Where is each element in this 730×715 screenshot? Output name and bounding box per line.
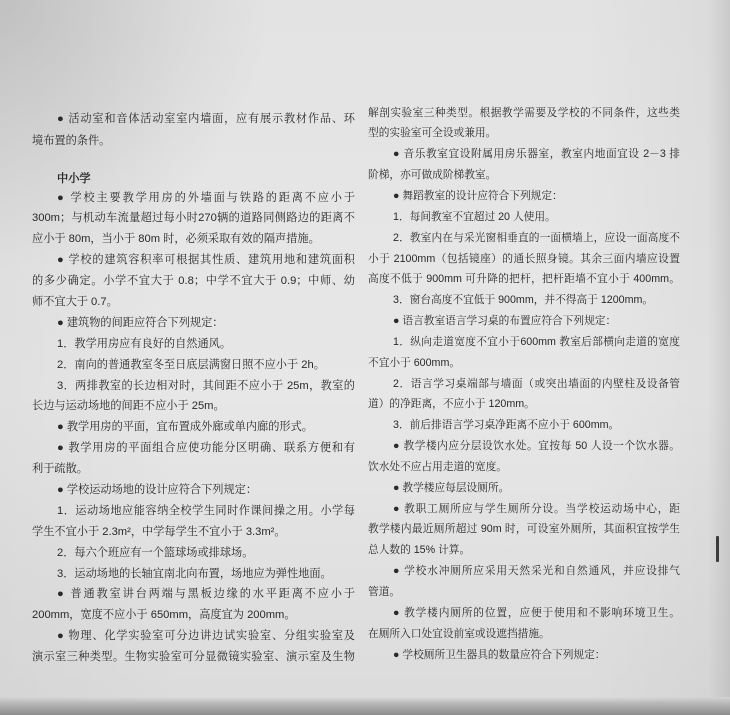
text-line: ● 教学用房的平面组合应使功能分区明确、联系方便和有 [57, 442, 355, 455]
text-line: ● 学校厕所卫生器具的数量应符合下列规定： [393, 648, 606, 661]
list-item: 1．每间教室不宜超过 20 人使用。 [393, 210, 556, 223]
paragraph [32, 438, 355, 480]
paragraph [368, 311, 680, 436]
list-item: 2．教室内在与采光窗相垂直的一面横墙上，应设一面高度不 [393, 231, 680, 244]
paragraph [368, 186, 680, 311]
paragraph [32, 250, 355, 313]
paragraph [368, 436, 680, 478]
paragraph [368, 561, 680, 603]
list-item: 3．运动场地的长轴宜南北向布置，场地应为弹性地面。 [57, 567, 332, 580]
text-line: 长边与运动场地的间距不应小于 25m。 [32, 400, 225, 413]
text-line: ● 教学楼内厕所的位置，应便于使用和不影响环境卫生。 [393, 606, 680, 619]
text-line: 不宜小于 600mm。 [368, 356, 461, 369]
text-line: ● 物理、化学实验室可分边讲边试实验室、分组实验室及 [57, 630, 355, 643]
paragraph [32, 313, 355, 417]
right-body [368, 103, 680, 666]
text-line: 阶梯，亦可做成阶梯教室。 [368, 169, 497, 182]
list-item: 1．教学用房应有良好的自然通风。 [57, 337, 232, 350]
list-item: 2．每六个班应有一个篮球场或排球场。 [57, 546, 254, 559]
text-line: ● 普通教室讲台两端与黑板边缘的水平距离不应小于 [57, 588, 355, 601]
paragraph [32, 188, 355, 251]
list-item: 3．两排教室的长边相对时，其间距不应小于 25m，教室的 [57, 379, 355, 392]
list-item: 3．前后排语言学习桌净距离不应小于 600mm。 [393, 419, 620, 432]
text-line: 300m；与机动车流量超过每小时270辆的道路同侧路边的距离不 [32, 212, 355, 225]
text-line: ● 学校水冲厕所应采用天然采光和自然通风，并应设排气 [393, 565, 680, 578]
paragraph [32, 584, 355, 626]
list-item: 1．纵向走道宽度不宜小于600mm 教室后部横向走道的宽度 [393, 335, 680, 348]
text-line: ● 音乐教室宜设附属用房乐器室，教室内地面宜设 2－3 排 [393, 148, 680, 161]
text-line: 管道。 [368, 586, 401, 598]
text-line: 小于 2100mm（包括镜座）的通长照身镜。其余三面内墙应设置 [368, 252, 680, 265]
page-bottom-edge [0, 697, 730, 715]
text-line: 的多少确定。小学不宜大于 0.8；中学不宜大于 0.9；中师、幼 [32, 275, 355, 288]
text-line: ● 学校的建筑容积率可根据其性质、建筑用地和建筑面积 [57, 254, 355, 267]
text-line: 高度不低于 900mm 可升降的把杆，把杆距墙不宜小于 400mm。 [368, 273, 680, 286]
list-item: 1．运动场地应能容纳全校学生同时作课间操之用。小学每 [57, 504, 355, 517]
text-line: 200mm，宽度不应小于 650mm，高度宜为 200mm。 [32, 609, 296, 622]
text-line: ● 教学楼应每层设厕所。 [393, 481, 510, 494]
paragraph [368, 478, 680, 499]
list-item: 3．窗台高度不宜低于 900mm，并不得高于 1200mm。 [393, 294, 654, 307]
text-line: 师不宜大于 0.7。 [32, 295, 118, 308]
text-line: ● 语言教室语言学习桌的布置应符合下列规定： [393, 315, 617, 328]
text-line: 型的实验室可全设或兼用。 [368, 127, 497, 140]
paragraph [368, 103, 680, 145]
text-line: 演示室三种类型。生物实验室可分显微镜实验室、演示室及生物 [32, 651, 355, 664]
section-heading-wrap [32, 169, 355, 190]
text-line: ● 教学楼内应分层设饮水处。宜按每 50 人设一个饮水器。 [393, 440, 680, 453]
text-line: ● 教学用房的平面，宜布置成外廊或单内廊的形式。 [57, 421, 313, 434]
paragraph [32, 417, 355, 438]
text-line: 解剖实验室三种类型。根据教学需要及学校的不同条件，这些类 [368, 106, 680, 119]
section-heading: 中小学 [57, 172, 91, 185]
text-line: 总人数的 15% 计算。 [368, 544, 471, 557]
page-edge-shadow [708, 0, 730, 697]
text-line: ● 建筑物的间距应符合下列规定： [57, 316, 224, 329]
text-line: 学生不宜小于 2.3m²，中学每学生不宜小于 3.3m²。 [32, 525, 286, 538]
text-line: ● 教职工厕所应与学生厕所分设。当学校运动场中心，距 [393, 502, 680, 515]
page-edge-mark [716, 536, 719, 562]
list-item: 2．南向的普通教室冬至日底层满窗日照不应小于 2h。 [57, 358, 325, 371]
paragraph [368, 144, 680, 186]
text-line: 道）的净距离，不应小于 120mm。 [368, 398, 535, 411]
text-line: ● 舞蹈教室的设计应符合下列规定： [393, 189, 563, 202]
text-line: 在厕所入口处宜设前室或设遮挡措施。 [368, 627, 550, 640]
paragraph [368, 603, 680, 645]
text-line: 应小于 80m，当小于 80m 时，必须采取有效的隔声措施。 [32, 233, 320, 246]
intro-paragraph [32, 108, 355, 152]
left-body [32, 188, 355, 668]
paragraph [368, 645, 680, 666]
list-item: 2．语言学习桌端部与墙面（或突出墙面的内壁柱及设备管 [393, 377, 680, 390]
text-line: 境布置的条件。 [32, 134, 111, 147]
text-line: 饮水处不应占用走道的宽度。 [368, 460, 507, 473]
text-line: 利于疏散。 [32, 463, 88, 476]
paragraph [32, 626, 355, 668]
paragraph [32, 480, 355, 584]
text-line: ● 学校运动场地的设计应符合下列规定： [57, 483, 258, 496]
text-line: ● 活动室和音体活动室室内墙面，应有展示教材作品、环 [57, 112, 355, 125]
text-line: 教学楼内最近厕所超过 90m 时，可设室外厕所，其面积宜按学生 [368, 523, 680, 536]
paragraph [368, 499, 680, 562]
text-line: ● 学校主要教学用房的外墙面与铁路的距离不应小于 [57, 191, 355, 204]
